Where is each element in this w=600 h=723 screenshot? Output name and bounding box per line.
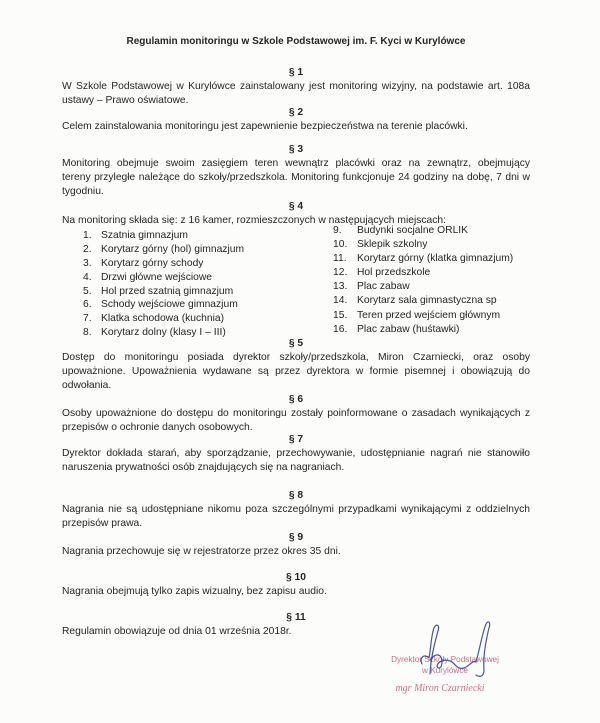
camera-number: 7. [83,313,92,325]
camera-number: 5. [83,285,92,297]
camera-location: Budynki socjalne ORLIK [357,225,469,236]
camera-list-item [333,238,513,252]
camera-number: 11. [333,253,347,265]
signature-stroke [421,625,438,674]
camera-location: Klatka schodowa (kuchnia) [101,313,225,325]
camera-location: Korytarz górny (hol) gimnazjum [101,243,245,255]
section-10 [62,571,530,599]
camera-list-item [333,252,513,266]
camera-list-item [83,257,244,271]
camera-number: 4. [83,271,92,283]
section-3 [62,143,530,199]
camera-location: Plac zabaw (huśtawki) [357,323,460,335]
camera-location: Szatnia gimnazjum [101,230,188,241]
section-heading: § 9 [288,532,304,543]
section-heading: § 8 [288,490,304,501]
paragraph-line: Nagrania obejmują tylko zapis wizualny, bez zapisu audio. [62,586,327,597]
section-2 [62,106,530,134]
paragraph-line: Na monitoring składa się: z 16 kamer, rozmieszczonych w następujących miejscach: [62,215,447,226]
camera-number: 1. [83,230,92,241]
camera-list-item [83,243,244,257]
paragraph-line: Nagrania nie są udostępniane nikomu poza szczególnymi przypadkami wynikającymi z oddzielnych [62,504,530,515]
camera-location: Sklepik szkolny [357,239,428,251]
camera-location: Plac zabaw [357,281,410,293]
paragraph-line: Celem zainstalowania monitoringu jest zapewnienie bezpieczeństwa na terenie placówki. [62,121,468,132]
section-5 [62,337,530,393]
paragraph-line: przepisów o ochronie danych osobowych. [62,422,253,433]
handwritten-signature [418,618,498,690]
section-heading: § 7 [288,434,304,445]
paragraph-line: odwołania. [62,380,112,391]
document-title: Regulamin monitoringu w Szkole Podstawowej im. F. Kyci w Kurylówce [126,36,466,47]
paragraph-line: Dyrektor dokłada starań, aby sporządzanie, przechowywanie, udostępnianie nagrań nie stanowiło [62,448,530,459]
section-heading: § 6 [288,394,304,405]
section-heading: § 3 [288,144,304,155]
section-heading: § 10 [285,572,307,583]
section-heading: § 2 [288,107,304,118]
camera-list-item [333,280,513,294]
camera-list-item [333,224,513,238]
camera-number: 13. [333,281,348,293]
paragraph-line: naruszenia prywatności osób znajdujących się na nagraniach. [62,462,345,473]
camera-location: Drzwi główne wejściowe [101,271,213,283]
paragraph-line: Dostęp do monitoringu posiada dyrektor szkoły/przedszkola, Miron Czarniecki, oraz osoby [62,352,530,363]
camera-location: Korytarz górny schody [101,257,204,269]
camera-location: Teren przed wejściem głównym [357,309,501,321]
camera-list-item [333,309,513,323]
camera-list-item [83,298,244,312]
camera-list-item [83,271,244,285]
camera-number: 12. [333,267,348,279]
camera-list-item [83,312,244,326]
section-9 [62,531,530,559]
camera-list-item [333,294,513,308]
section-heading: § 4 [288,201,304,212]
signature-stroke [430,655,476,669]
section-heading: § 11 [286,612,306,623]
paragraph-line: W Szkole Podstawowej w Kurylówce zainstalowany jest monitoring wizyjny, na podstawie art. 108a [62,81,530,92]
camera-list-item [83,229,244,243]
paragraph-line: upoważnione. Upoważnienia wydawane są przez dyrektora w formie pisemnej i obowiązują do [62,366,530,377]
section-8 [62,489,530,531]
paragraph-line: Osoby upoważnione do dostępu do monitoringu zostały poinformowane o zasadach wynikających z [62,408,530,419]
stamp-line: Dyrektor Szkoły Podstawowej [391,655,499,664]
signatory-name: mgr Miron Czarniecki [395,683,485,694]
signature-stroke [476,622,490,676]
camera-number: 6. [83,299,92,311]
camera-location: Korytarz sala gimnastyczna sp [357,295,497,307]
camera-number: 8. [83,327,92,339]
camera-number: 16. [333,323,348,335]
paragraph-line: przepisów prawa. [62,518,143,529]
camera-number: 14. [333,295,348,307]
section-heading: § 1 [288,67,304,78]
camera-location: Korytarz dolny (klasy I – III) [101,327,226,339]
paragraph-line: Nagrania przechowuje się w rejestratorze przez okres 35 dni. [62,546,341,557]
camera-location: Korytarz górny (klatka gimnazjum) [357,253,514,265]
paragraph-line: Monitoring obejmuje swoim zasięgiem teren wewnątrz placówki oraz na zewnątrz, obejmujący [62,158,530,169]
paragraph-line: Regulamin obowiązuje od dnia 01 września 2018r. [62,626,292,637]
camera-number: 2. [83,243,92,255]
camera-location: Hol przed szatnią gimnazjum [101,285,234,297]
section-heading: § 5 [288,338,304,349]
camera-list-item [333,266,513,280]
camera-location: Schody wejściowe gimnazjum [101,299,238,311]
stamp-line: w Kurylówce [422,665,468,675]
section-6 [62,393,530,435]
camera-number: 15. [333,309,348,321]
camera-list-item [83,285,244,299]
camera-list-left [83,229,244,340]
paragraph-line: ustawy – Prawo oświatowe. [62,95,189,106]
camera-location: Hol przedszkole [357,267,431,279]
paragraph-line: tygodniu. [62,186,104,197]
camera-list-right [333,224,513,337]
camera-number: 3. [83,257,92,269]
section-1 [62,66,530,108]
camera-number: 9. [333,225,342,236]
paragraph-line: tereny przyległe należące do szkoły/przedszkola. Monitoring funkcjonuje 24 godziny na dobę, 7 dni w [62,172,530,183]
camera-list-item [333,323,513,337]
section-7 [62,433,530,475]
camera-number: 10. [333,239,348,251]
